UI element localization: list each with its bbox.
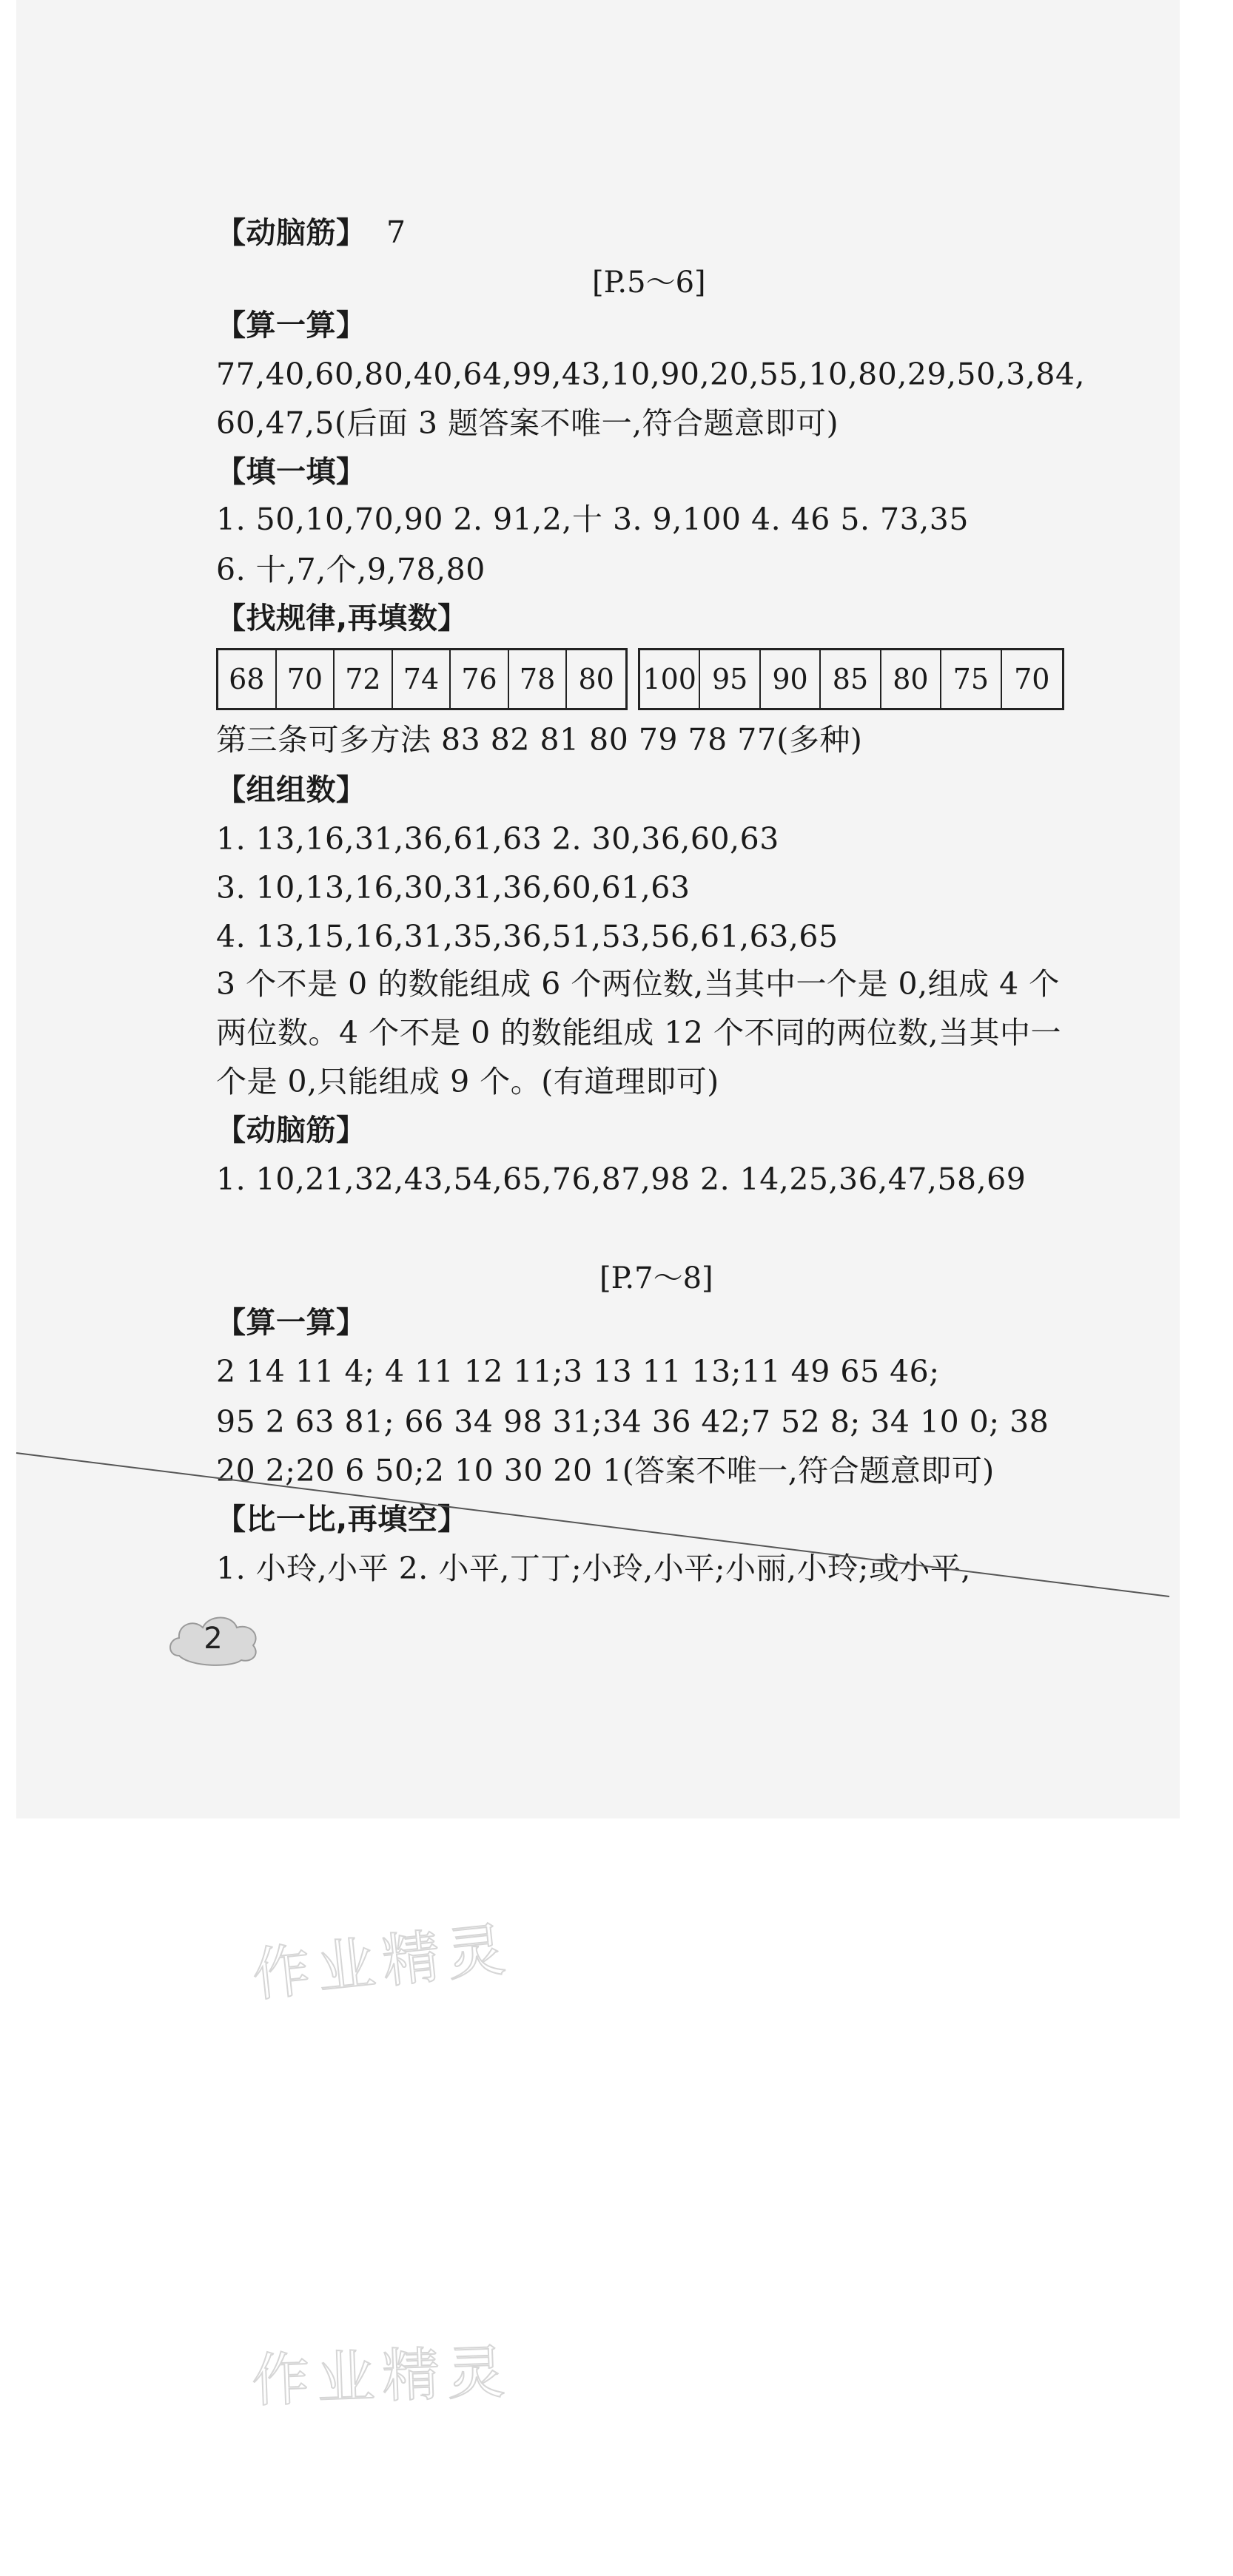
pattern-cell: 100 xyxy=(640,650,700,708)
section-heading: 【组组数】 xyxy=(216,773,366,807)
pattern-cell: 70 xyxy=(277,650,335,708)
watermark: 作业精灵 xyxy=(249,1915,516,2010)
answer-line: 2 14 11 4; 4 11 12 11;3 13 11 13;11 49 65 46; xyxy=(216,1354,940,1389)
section-heading: 【找规律,再填数】 xyxy=(216,601,468,635)
pattern-cell: 80 xyxy=(881,650,941,708)
section-heading: 【算一算】 xyxy=(216,308,366,343)
page-number: 2 xyxy=(204,1622,223,1656)
answer-line: 60,47,5(后面 3 题答案不唯一,符合题意即可) xyxy=(216,405,839,441)
answer-line: 1. 50,10,70,90 2. 91,2,十 3. 9,100 4. 46 5. 73,35 xyxy=(216,502,969,537)
answer-line: 3. 10,13,16,30,31,36,60,61,63 xyxy=(216,870,691,906)
pattern-cell: 80 xyxy=(578,663,614,695)
answer-line: 第三条可多方法 83 82 81 80 79 78 77(多种) xyxy=(216,722,863,758)
pattern-cell: 95 xyxy=(700,650,760,708)
pattern-cell: 72 xyxy=(335,650,393,708)
page-range-label: [P.7～8] xyxy=(599,1261,713,1295)
section-heading: 【算一算】 xyxy=(216,1306,366,1340)
page-range-label: [P.5～6] xyxy=(592,266,706,300)
answer-line: 4. 13,15,16,31,35,36,51,53,56,61,63,65 xyxy=(216,919,839,954)
answer-line: 77,40,60,80,40,64,99,43,10,90,20,55,10,80,29,50,3,84, xyxy=(216,357,1086,392)
page-number-badge xyxy=(164,1610,262,1668)
answer-line: 3 个不是 0 的数能组成 6 个两位数,当其中一个是 0,组成 4 个 xyxy=(216,966,1060,1002)
pattern-cell: 85 xyxy=(821,650,881,708)
pattern-cell: 90 xyxy=(761,650,821,708)
section-heading: 【动脑筋】 xyxy=(216,216,366,250)
answer-line: 20 2;20 6 50;2 10 30 20 1(答案不唯一,符合题意即可) xyxy=(216,1453,995,1488)
section-heading: 【比一比,再填空】 xyxy=(216,1503,468,1537)
answer-text: 7 xyxy=(386,215,406,250)
pattern-cell: 68 xyxy=(218,650,277,708)
pattern-cell: 76 xyxy=(451,650,509,708)
answer-line: 1. 13,16,31,36,61,63 2. 30,36,60,63 xyxy=(216,821,779,857)
pattern-cell: 74 xyxy=(393,650,451,708)
pattern-cell: 70 xyxy=(1014,663,1050,695)
answer-line: 1. 小玲,小平 2. 小平,丁丁;小玲,小平;小丽,小玲;或小平, xyxy=(216,1551,971,1586)
pattern-cell: 78 xyxy=(509,650,568,708)
watermark: 作业精灵 xyxy=(250,2339,514,2415)
answer-line: 95 2 63 81; 66 34 98 31;34 36 42;7 52 8; 34 10 0; 38 xyxy=(216,1404,1049,1440)
pattern-cell: 75 xyxy=(941,650,1001,708)
section-heading: 【填一填】 xyxy=(216,455,366,489)
answer-line: 1. 10,21,32,43,54,65,76,87,98 2. 14,25,36,47,58,69 xyxy=(216,1161,1027,1197)
section-heading: 【动脑筋】 xyxy=(216,1113,366,1147)
answer-line: 个是 0,只能组成 9 个。(有道理即可) xyxy=(216,1064,719,1099)
answer-line: 两位数。4 个不是 0 的数能组成 12 个不同的两位数,当其中一 xyxy=(216,1015,1062,1051)
answer-line: 6. 十,7,个,9,78,80 xyxy=(216,552,486,587)
